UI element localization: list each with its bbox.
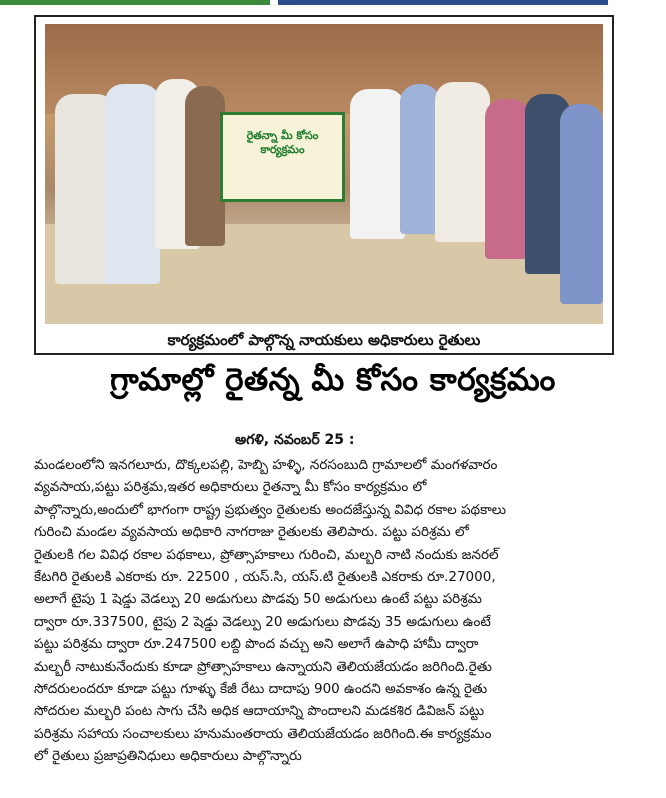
article-line: పరిశ్రమ సహాయ సంచాలకులు హనుమంతరాయ తెలియజేయడం జరిగింది.ఈ కార్యక్రమం xyxy=(34,725,492,742)
article-line: కేటగిరి రైతులకి ఎకరాకు రూ. 22500 , యస్.సి, యస్.టి రైతులకి ఎకరాకు రూ.27000, xyxy=(34,569,496,586)
article-line: పట్టు పరిశ్రమ ద్వారా రూ.247500 లబ్ది పొంద వచ్చు అని అలాగే ఉపాధి హామీ ద్వారా xyxy=(34,636,479,653)
article-line: సోదరుల మల్బరి పంట సాగు చేసి అధిక ఆదాయాన్ని పొందాలని మడకశిర డివిజన్ పట్టు xyxy=(34,703,485,720)
banner-heading: రైతన్నా మీ కోసం కార్యక్రమం xyxy=(246,129,319,156)
article-line: సోదరులందరూ కూడా పట్టు గూళ్ళు కేజీ రేటు దాదాపు 900 ఉందని అవకాశం ఉన్న రైతు xyxy=(34,681,488,698)
photo-person xyxy=(185,86,225,246)
article-line: రైతులకి గల వివిధ రకాల పథకాలు, ప్రోత్సాహకాలు గురించి, మల్బరి నాటి నందుకు జనరల్ xyxy=(34,546,499,563)
article-dateline: అగళి, నవంబర్ 25 : xyxy=(235,432,355,448)
news-photo xyxy=(45,24,603,324)
photo-person xyxy=(400,84,440,234)
top-color-rule xyxy=(0,0,666,5)
photo-person xyxy=(350,89,405,239)
article-line: మండలంలోని ఇనగలూరు, దొక్కలపల్లి, హెబ్బి హళ్ళి, నరసంబుది గ్రామాలలో మంగళవారం xyxy=(34,457,498,473)
article-headline: గ్రామాల్లో రైతన్న మీ కోసం కార్యక్రమం xyxy=(110,362,556,398)
article-line: లో రైతులు ప్రజాప్రతినిధులు అధికారులు పాల్గొన్నారు xyxy=(34,748,302,765)
article-line: అలాగే టైపు 1 షెడ్డు వెడల్పు 20 అడుగులు పొడవు 50 అడుగులు ఉంటే పట్టు పరిశ్రమ xyxy=(34,591,482,608)
article-body xyxy=(34,454,614,768)
photo-person xyxy=(435,82,490,242)
article-line: పాల్గొన్నారు,అందులో భాగంగా రాష్ట్ర ప్రభుత్వం రైతులకు అందజేస్తున్న వివిధ రకాల పథకాలు xyxy=(34,501,507,518)
article-line: వ్యవసాయ,పట్టు పరిశ్రమ,ఇతర అధికారులు రైతన్నా మీ కోసం కార్యక్రమం లో xyxy=(34,479,427,496)
program-banner xyxy=(220,112,345,202)
article-line: గురించి మండల వ్యవసాయ అధికారి నాగరాజు రైతులకు తెలిపారు. పట్టు పరిశ్రమ లో xyxy=(34,524,469,541)
news-photo-frame xyxy=(34,15,614,355)
photo-person xyxy=(105,84,160,284)
photo-person xyxy=(560,104,603,304)
article-line: మల్బరీ నాటుకునేందుకు కూడా ప్రోత్సాహకాలు ఉన్నాయని తెలియజేయడం జరిగింది.రైతు xyxy=(34,658,492,675)
top-rule-green xyxy=(0,0,270,5)
photo-caption: కార్యక్రమంలో పాల్గొన్న నాయకులు అధికారులు రైతులు xyxy=(167,331,481,349)
article-line: ద్వారా రూ.337500, టైపు 2 షెడ్డు వెడల్పు 20 అడుగులు పొడవు 35 అడుగులు ఉంటే xyxy=(34,613,491,630)
top-rule-blue xyxy=(278,0,608,5)
photo-person xyxy=(485,99,530,259)
